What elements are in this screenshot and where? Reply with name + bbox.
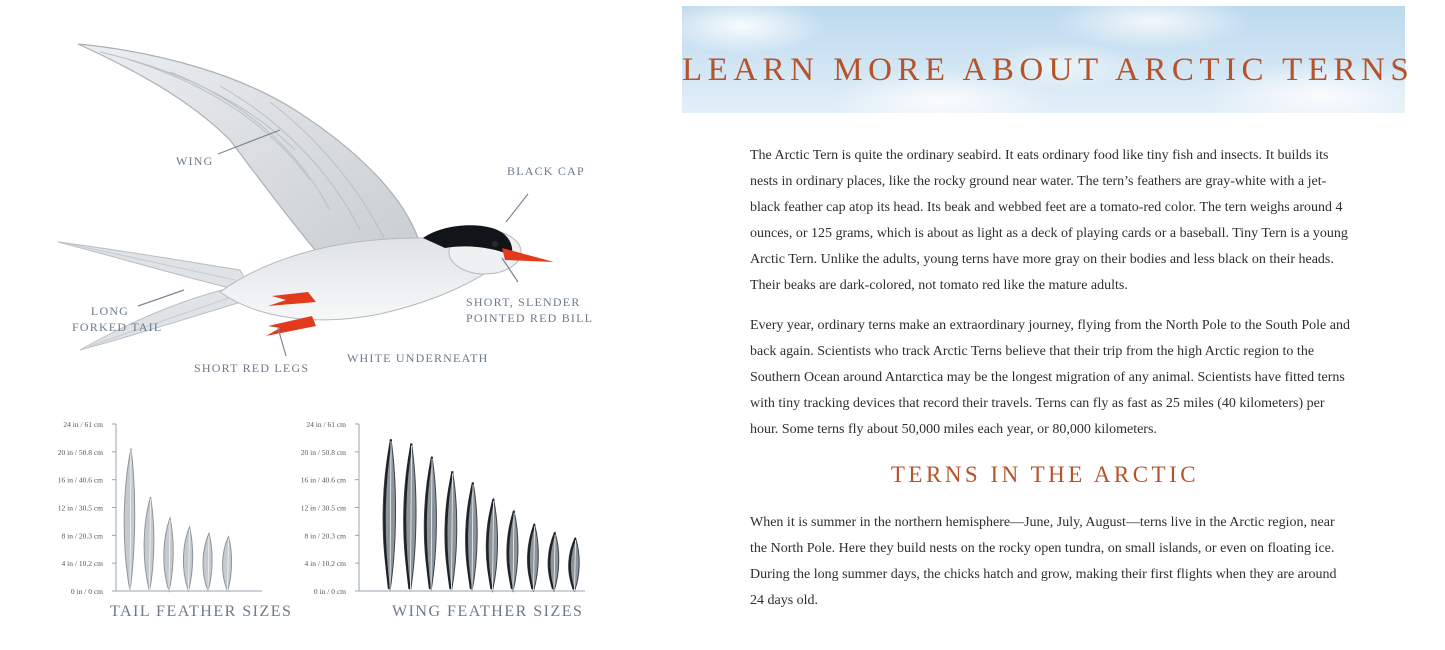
label-forked-tail-line2: FORKED TAIL bbox=[72, 320, 163, 334]
tail-tick-label: 20 in / 50.8 cm bbox=[57, 447, 103, 457]
wing-tick-label: 0 in / 0 cm bbox=[313, 587, 346, 596]
wing-chart-title: WING FEATHER SIZES bbox=[392, 603, 584, 620]
tail-tick-label: 24 in / 61 cm bbox=[63, 420, 103, 429]
paragraph-intro: The Arctic Tern is quite the ordinary seabird. It eats ordinary food like tiny fish and insects. It builds its nests in ordinary places, like the rocky ground near water. The tern’s feathers are gray-white with a jet-black feather cap atop its head. Its beak and webbed feet are a tomato-red color. The tern weighs around 4 ounces, or 125 grams, which is about as light as a deck of playing cards or a baseball. Tiny Tern is a young Arctic Tern. Unlike the adults, young terns have more gray on their bodies and less black on their heads. Their beaks are dark-colored, not tomato red like the mature adults. bbox=[750, 148, 1348, 293]
tail-feather bbox=[144, 497, 154, 591]
tail-tick-label: 4 in / 10.2 cm bbox=[61, 559, 103, 569]
tail-tick-label: 8 in / 20.3 cm bbox=[61, 531, 103, 541]
label-legs: SHORT RED LEGS bbox=[194, 361, 310, 375]
tail-chart-title: TAIL FEATHER SIZES bbox=[110, 603, 293, 620]
sky-banner bbox=[682, 6, 1415, 113]
section-heading: TERNS IN THE ARCTIC bbox=[890, 462, 1200, 487]
wing-tick-label: 12 in / 30.5 cm bbox=[300, 503, 346, 513]
bill-shape bbox=[502, 248, 554, 262]
article-title: LEARN MORE ABOUT ARCTIC TERNS bbox=[682, 52, 1415, 88]
tail-tick-label: 12 in / 30.5 cm bbox=[57, 503, 103, 513]
right-page bbox=[682, 0, 1445, 650]
tail-tick-label: 0 in / 0 cm bbox=[70, 587, 103, 596]
wing-tick-label: 4 in / 10.2 cm bbox=[304, 559, 346, 569]
feather-size-charts bbox=[0, 410, 680, 610]
wing-tick-label: 8 in / 20.3 cm bbox=[304, 531, 346, 541]
label-black-cap: BLACK CAP bbox=[507, 164, 585, 178]
wing-shape bbox=[78, 44, 418, 256]
paragraph-migration: Every year, ordinary terns make an extraordinary journey, flying from the North Pole to the South Pole and back again. Scientists who track Arctic Terns believe that their trip from the high Arctic region to the Southern Ocean around Antarctica may be the longest migration of any animal. Scientists have fitted terns with tiny tracking devices that record their travels. Terns can fly as fast as 25 miles (40 kilometers) per hour. Some terns fly about 50,000 miles each year, or 80,000 kilometers. bbox=[750, 318, 1350, 437]
label-bill-line1: SHORT, SLENDER bbox=[466, 295, 581, 309]
label-forked-tail bbox=[72, 303, 163, 335]
tail-feather bbox=[183, 527, 192, 591]
tail-feather bbox=[203, 533, 212, 591]
tail-feather bbox=[222, 537, 231, 591]
tail-tick-label: 16 in / 40.6 cm bbox=[57, 475, 103, 485]
tail-feather bbox=[124, 448, 135, 591]
label-bill-line2: POINTED RED BILL bbox=[466, 311, 594, 325]
wing-tick-label: 20 in / 50.8 cm bbox=[300, 447, 346, 457]
left-page bbox=[0, 0, 680, 650]
label-wing: WING bbox=[176, 154, 214, 168]
wing-tick-label: 24 in / 61 cm bbox=[306, 420, 346, 429]
label-underneath: WHITE UNDERNEATH bbox=[347, 351, 489, 365]
paragraph-arctic: When it is summer in the northern hemisphere—June, July, August—terns live in the Arctic region, near the North Pole. Here they build nests on the rocky open tundra, on small islands, or even on floating ice. During the long summer days, the chicks hatch and grow, making their first flights when they are around 24 days old. bbox=[750, 515, 1337, 608]
wing-tick-label: 16 in / 40.6 cm bbox=[300, 475, 346, 485]
label-bill bbox=[466, 294, 594, 326]
label-forked-tail-line1: LONG bbox=[90, 304, 130, 318]
tail-feather bbox=[164, 518, 173, 591]
